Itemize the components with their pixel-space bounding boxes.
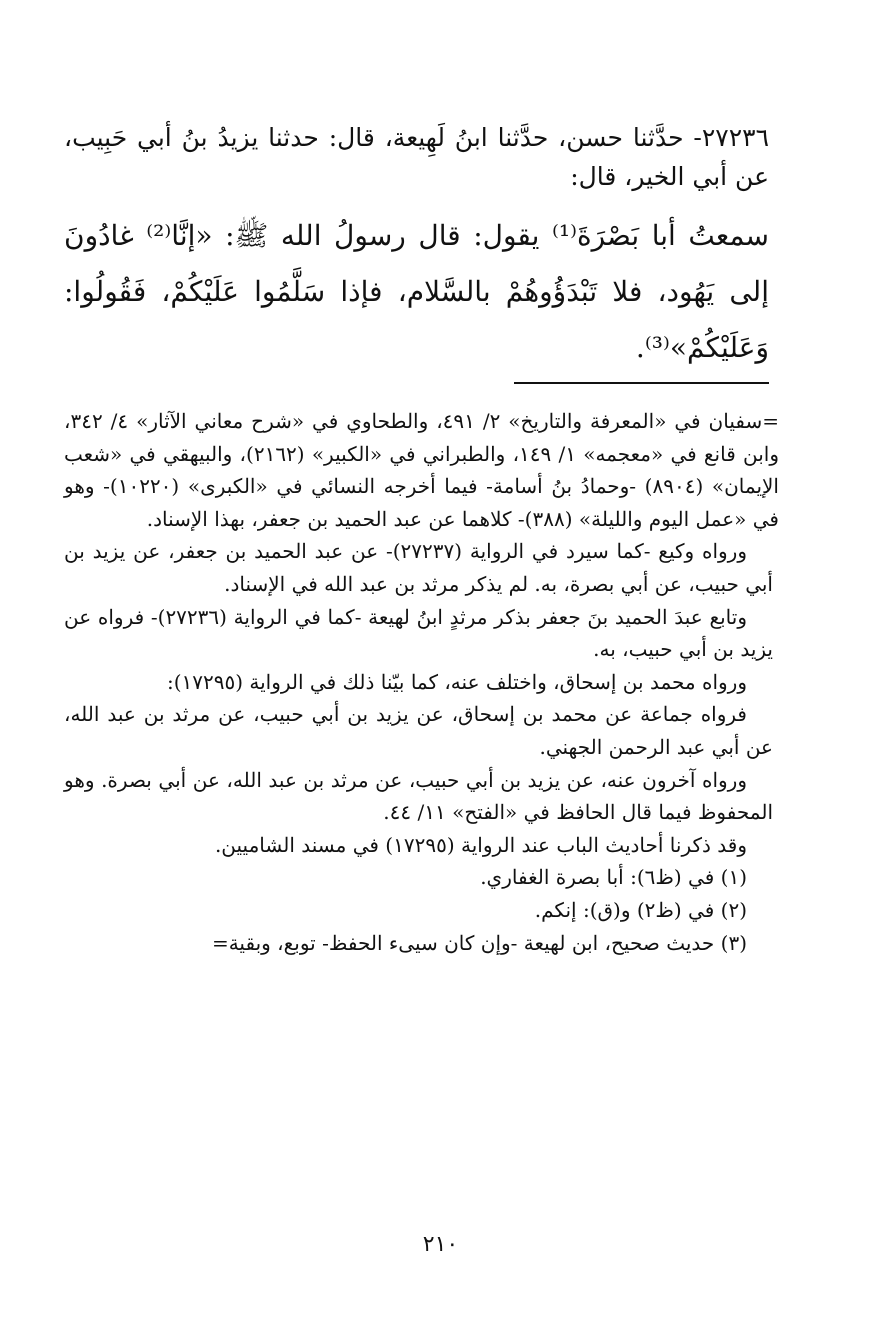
footnote-paragraph: ورواه محمد بن إسحاق، واختلف عنه، كما بيّنا ذلك في الرواية (١٧٢٩٥): <box>166 669 747 694</box>
footnote-2: (٢) في (ظ٢) و(ق): إنكم. <box>534 897 747 922</box>
footnote-continuation: =سفيان في «المعرفة والتاريخ» ٢/ ٤٩١، والطحاوي في «شرح معاني الآثار» ٤/ ٣٤٢، وابن قانع في «معجمه» ١/ ١٤٩، والطبراني في «الكبير» (٢١٦٢)، والبيهقي في «شعب الإيمان» (٨٩٠٤) -وحمادُ بنُ أسامة- فيما أخرجه النسائي في «الكبرى» (١٠٢٢٠)- وهو في «عمل اليوم والليلة» (٣٨٨)- كلاهما عن عبد الحميد بن جعفر، بهذا الإسناد. <box>64 409 779 531</box>
footnote-paragraph: ورواه آخرون عنه، عن يزيد بن أبي حبيب، عن مرثد بن عبد الله، عن أبي بصرة. وهو المحفوظ فيما قال الحافظ في «الفتح» ١١/ ٤٤. <box>64 767 773 825</box>
footnotes <box>64 405 779 959</box>
hadith-matn: سمعتُ أبا بَصْرَةَ⁽¹⁾ يقول: قال رسولُ الله ﷺ: «إنَّا⁽²⁾ غادُونَ إلى يَهُود، فلا تَبْدَؤُوهُمْ بالسَّلام، فإذا سَلَّمُوا عَلَيْكُمْ، فَقُولُوا: وَعَلَيْكُمْ»⁽³⁾. <box>64 219 769 364</box>
footnote-1: (١) في (ظ٦): أبا بصرة الغفاري. <box>480 865 747 890</box>
footnote-paragraph: وقد ذكرنا أحاديث الباب عند الرواية (١٧٢٩٥) في مسند الشاميين. <box>214 832 747 857</box>
footnote-paragraph: وتابع عبدَ الحميد بنَ جعفر بذكر مرثدٍ ابنُ لهيعة -كما في الرواية (٢٧٢٣٦)- فرواه عن يزيد بن أبي حبيب، به. <box>64 604 773 662</box>
footnote-paragraph: فرواه جماعة عن محمد بن إسحاق، عن يزيد بن أبي حبيب، عن مرثد بن عبد الله، عن أبي عبد الرحمن الجهني. <box>64 702 773 759</box>
footnote-paragraph: ورواه وكيع -كما سيرد في الرواية (٢٧٢٣٧)- عن عبد الحميد بن جعفر، عن يزيد بن أبي حبيب، عن أبي بصرة، به. لم يذكر مرثد بن عبد الله في الإسناد. <box>64 539 773 596</box>
page-number: ٢١٠ <box>422 1232 459 1257</box>
main-text <box>64 118 769 376</box>
footnote-separator <box>514 382 769 384</box>
hadith-isnad: ٢٧٢٣٦- حدَّثنا حسن، حدَّثنا ابنُ لَهِيعة، قال: حدثنا يزيدُ بنُ أبي حَبِيب، عن أبي الخير، قال: <box>64 123 769 191</box>
footnote-3: (٣) حديث صحيح، ابن لهيعة -وإن كان سيىء الحفظ- توبع، وبقية= <box>211 930 747 955</box>
